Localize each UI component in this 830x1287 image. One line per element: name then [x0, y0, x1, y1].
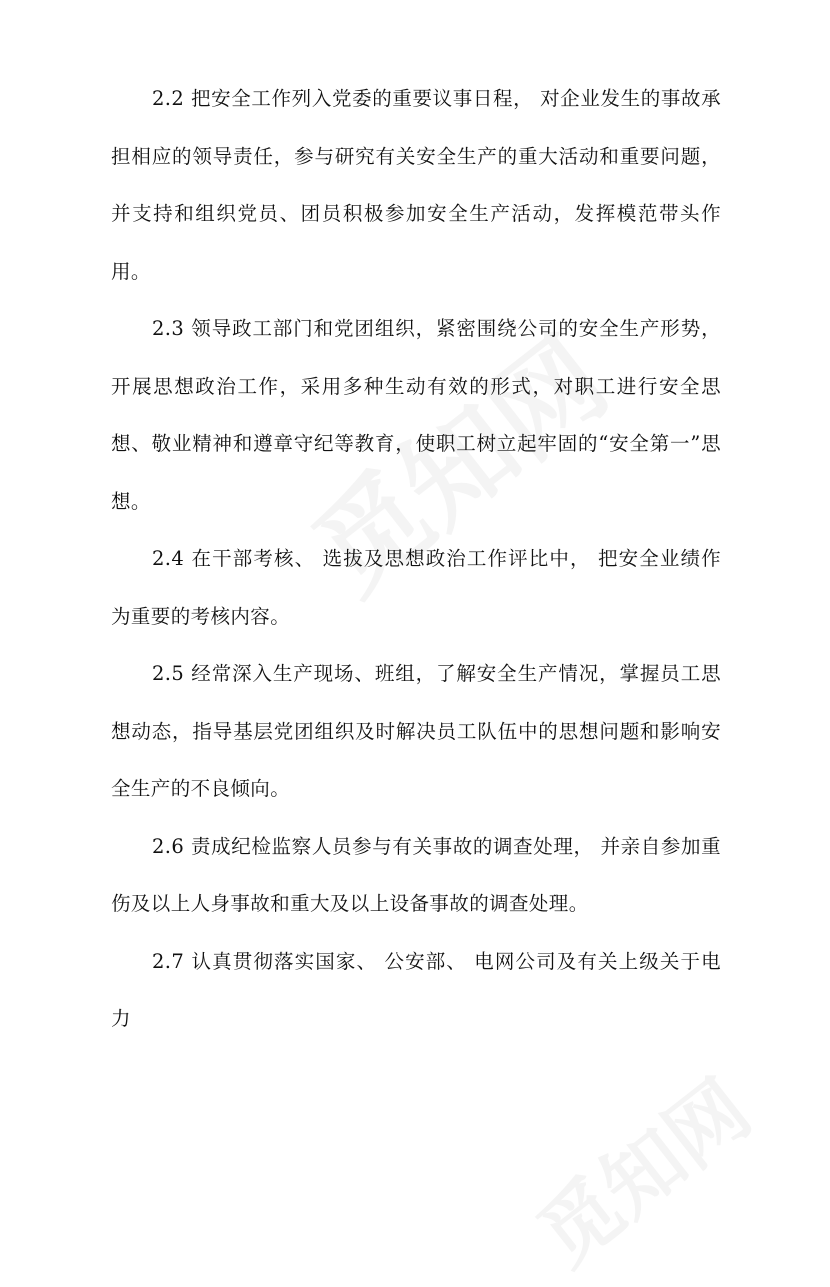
- paragraph-2-2: 2.2 把安全工作列入党委的重要议事日程， 对企业发生的事故承担相应的领导责任，参与研究有关安全生产的重大活动和重要问题，并支持和组织党员、团员积极参加安全生产活动，发挥模范带头作用。: [111, 87, 721, 283]
- paragraph-2-6: 2.6 责成纪检监察人员参与有关事故的调查处理， 并亲自参加重伤及以上人身事故和重大及以上设备事故的调查处理。: [111, 834, 721, 915]
- watermark-bottom: [510, 1048, 770, 1286]
- paragraph-2-5: 2.5 经常深入生产现场、班组，了解安全生产情况，掌握员工思想动态，指导基层党团组织及时解决员工队伍中的思想问题和影响安全生产的不良倾向。: [111, 662, 721, 800]
- paragraph-2-3: 2.3 领导政工部门和党团组织，紧密围绕公司的安全生产形势，开展思想政治工作，采用多种生动有效的形式，对职工进行安全思想、敬业精神和遵章守纪等教育，使职工树立起牢固的“安全第一”思想。: [111, 317, 721, 513]
- document-body: [111, 70, 721, 1048]
- paragraph-2-7: 2.7 认真贯彻落实国家、 公安部、 电网公司及有关上级关于电力: [111, 949, 721, 1030]
- paragraph-2-4: 2.4 在干部考核、 选拔及思想政治工作评比中， 把安全业绩作为重要的考核内容。: [111, 547, 721, 628]
